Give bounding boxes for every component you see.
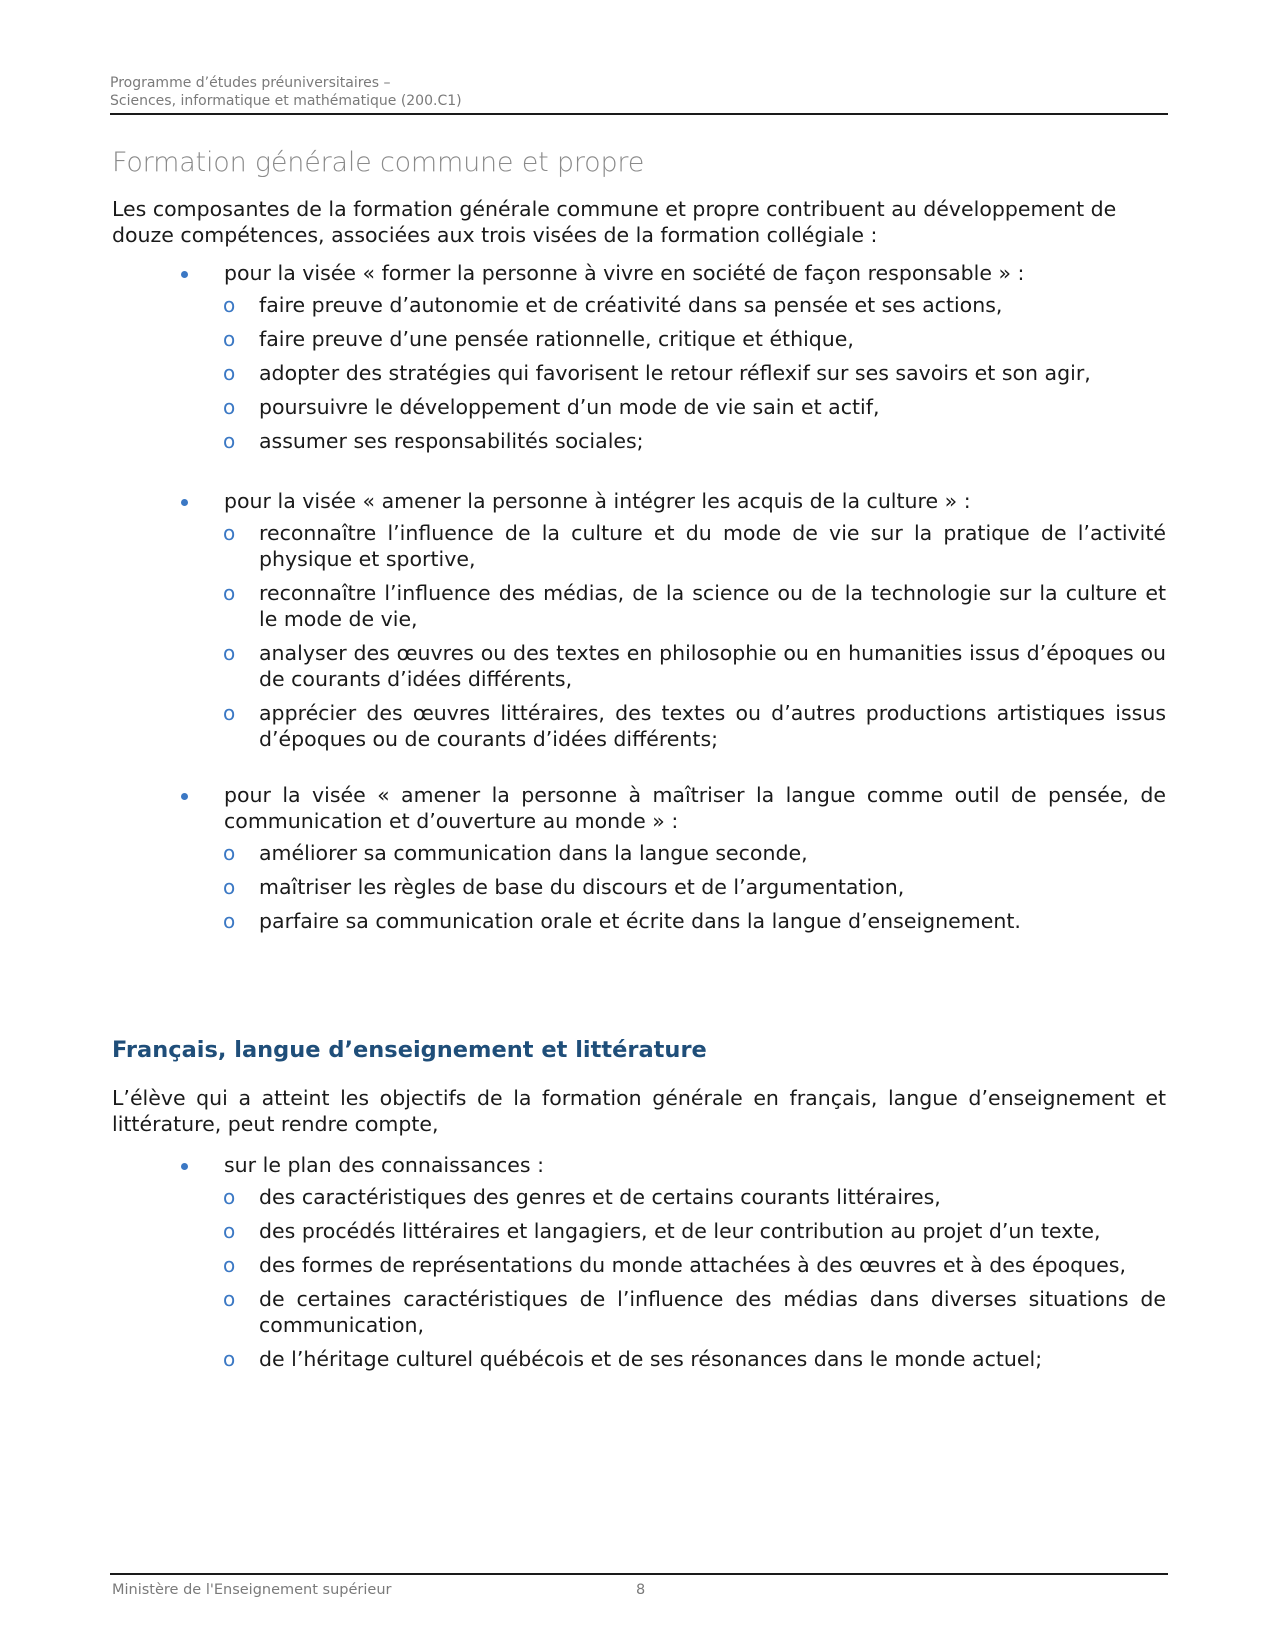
page-number: 8 (636, 1582, 646, 1598)
list-item: o reconnaître l’influence des médias, de la science ou de la technologie sur la culture et le mode de vie, (223, 581, 1166, 631)
list-item: o des caractéristiques des genres et de certains courants littéraires, (223, 1185, 941, 1209)
list-item: o poursuivre le développement d’un mode de vie sain et actif, (223, 395, 880, 419)
circle-bullet-icon: o (223, 1347, 236, 1371)
connaissances-sublist (178, 1184, 1166, 1372)
page-title: Formation générale commune et propre (112, 147, 645, 178)
circle-bullet-icon: o (223, 641, 236, 665)
visee-bullet (178, 260, 1166, 286)
list-item: o reconnaître l’influence de la culture et du mode de vie sur la pratique de l’activité physique et sportive, (223, 521, 1166, 571)
circle-bullet-icon: o (223, 327, 236, 351)
visee-label: pour la visée « amener la personne à intégrer les acquis de la culture » : (224, 489, 971, 513)
intro-paragraph: Les composantes de la formation générale commune et propre contribuent au développement de douze compétences, associées aux trois visées de la formation collégiale : (112, 197, 1117, 247)
circle-bullet-icon: o (223, 909, 236, 933)
circle-bullet-icon: o (223, 581, 236, 605)
footer-ministry: Ministère de l'Enseignement supérieur (112, 1582, 392, 1598)
connaissances-label: sur le plan des connaissances : (224, 1153, 545, 1177)
list-item: o de certaines caractéristiques de l’influence des médias dans diverses situations de communication, (223, 1287, 1166, 1337)
visee-bullet (178, 488, 1166, 514)
circle-bullet-icon: o (223, 1253, 236, 1277)
visee-block-2 (178, 488, 1166, 760)
list-item: o des procédés littéraires et langagiers, et de leur contribution au projet d’un texte, (223, 1219, 1101, 1243)
list-item: o des formes de représentations du monde attachées à des œuvres et à des époques, (223, 1253, 1126, 1277)
list-item: o analyser des œuvres ou des textes en philosophie ou en humanities issus d’époques ou de courants d’idées différents, (223, 641, 1166, 691)
list-item: o de l’héritage culturel québécois et de ses résonances dans le monde actuel; (223, 1347, 1043, 1371)
circle-bullet-icon: o (223, 429, 236, 453)
bullet-icon (181, 1163, 188, 1170)
page-header (110, 74, 1168, 115)
circle-bullet-icon: o (223, 521, 236, 545)
connaissances-block (178, 1152, 1166, 1380)
list-item: o adopter des stratégies qui favorisent le retour réflexif sur ses savoirs et son agir, (223, 361, 1091, 385)
list-item: o apprécier des œuvres littéraires, des textes ou d’autres productions artistiques issus d’époques ou de courants d’idées différents; (223, 701, 1166, 751)
circle-bullet-icon: o (223, 395, 236, 419)
header-line-1: Programme d’études préuniversitaires – (110, 75, 391, 91)
list-item: o parfaire sa communication orale et écrite dans la langue d’enseignement. (223, 909, 1021, 933)
section-paragraph: L’élève qui a atteint les objectifs de la formation générale en français, langue d’enseignement et littérature, peut rendre compte, (112, 1086, 1166, 1136)
list-item: o faire preuve d’une pensée rationnelle, critique et éthique, (223, 327, 854, 351)
page-footer (110, 1573, 1168, 1606)
bullet-icon (181, 499, 188, 506)
circle-bullet-icon: o (223, 1185, 236, 1209)
list-item: o améliorer sa communication dans la langue seconde, (223, 841, 808, 865)
circle-bullet-icon: o (223, 1219, 236, 1243)
visee-bullet (178, 782, 1166, 834)
bullet-icon (181, 793, 188, 800)
visee-label: pour la visée « former la personne à vivre en société de façon responsable » : (224, 261, 1025, 285)
visee-sublist (178, 840, 1166, 934)
circle-bullet-icon: o (223, 361, 236, 385)
visee-sublist (178, 520, 1166, 752)
header-line-2: Sciences, informatique et mathématique (200.C1) (110, 93, 462, 109)
circle-bullet-icon: o (223, 1287, 236, 1311)
visee-label: pour la visée « amener la personne à maîtriser la langue comme outil de pensée, de communication et d’ouverture au monde » : (224, 783, 1166, 833)
list-item: o maîtriser les règles de base du discours et de l’argumentation, (223, 875, 905, 899)
connaissances-bullet (178, 1152, 1166, 1178)
visee-block-1 (178, 260, 1166, 462)
circle-bullet-icon: o (223, 701, 236, 725)
bullet-icon (181, 271, 188, 278)
circle-bullet-icon: o (223, 841, 236, 865)
list-item: o assumer ses responsabilités sociales; (223, 429, 644, 453)
circle-bullet-icon: o (223, 293, 236, 317)
list-item: o faire preuve d’autonomie et de créativité dans sa pensée et ses actions, (223, 293, 1003, 317)
section-heading: Français, langue d’enseignement et littérature (112, 1037, 707, 1063)
visee-sublist (178, 292, 1166, 454)
visee-block-3 (178, 782, 1166, 942)
circle-bullet-icon: o (223, 875, 236, 899)
